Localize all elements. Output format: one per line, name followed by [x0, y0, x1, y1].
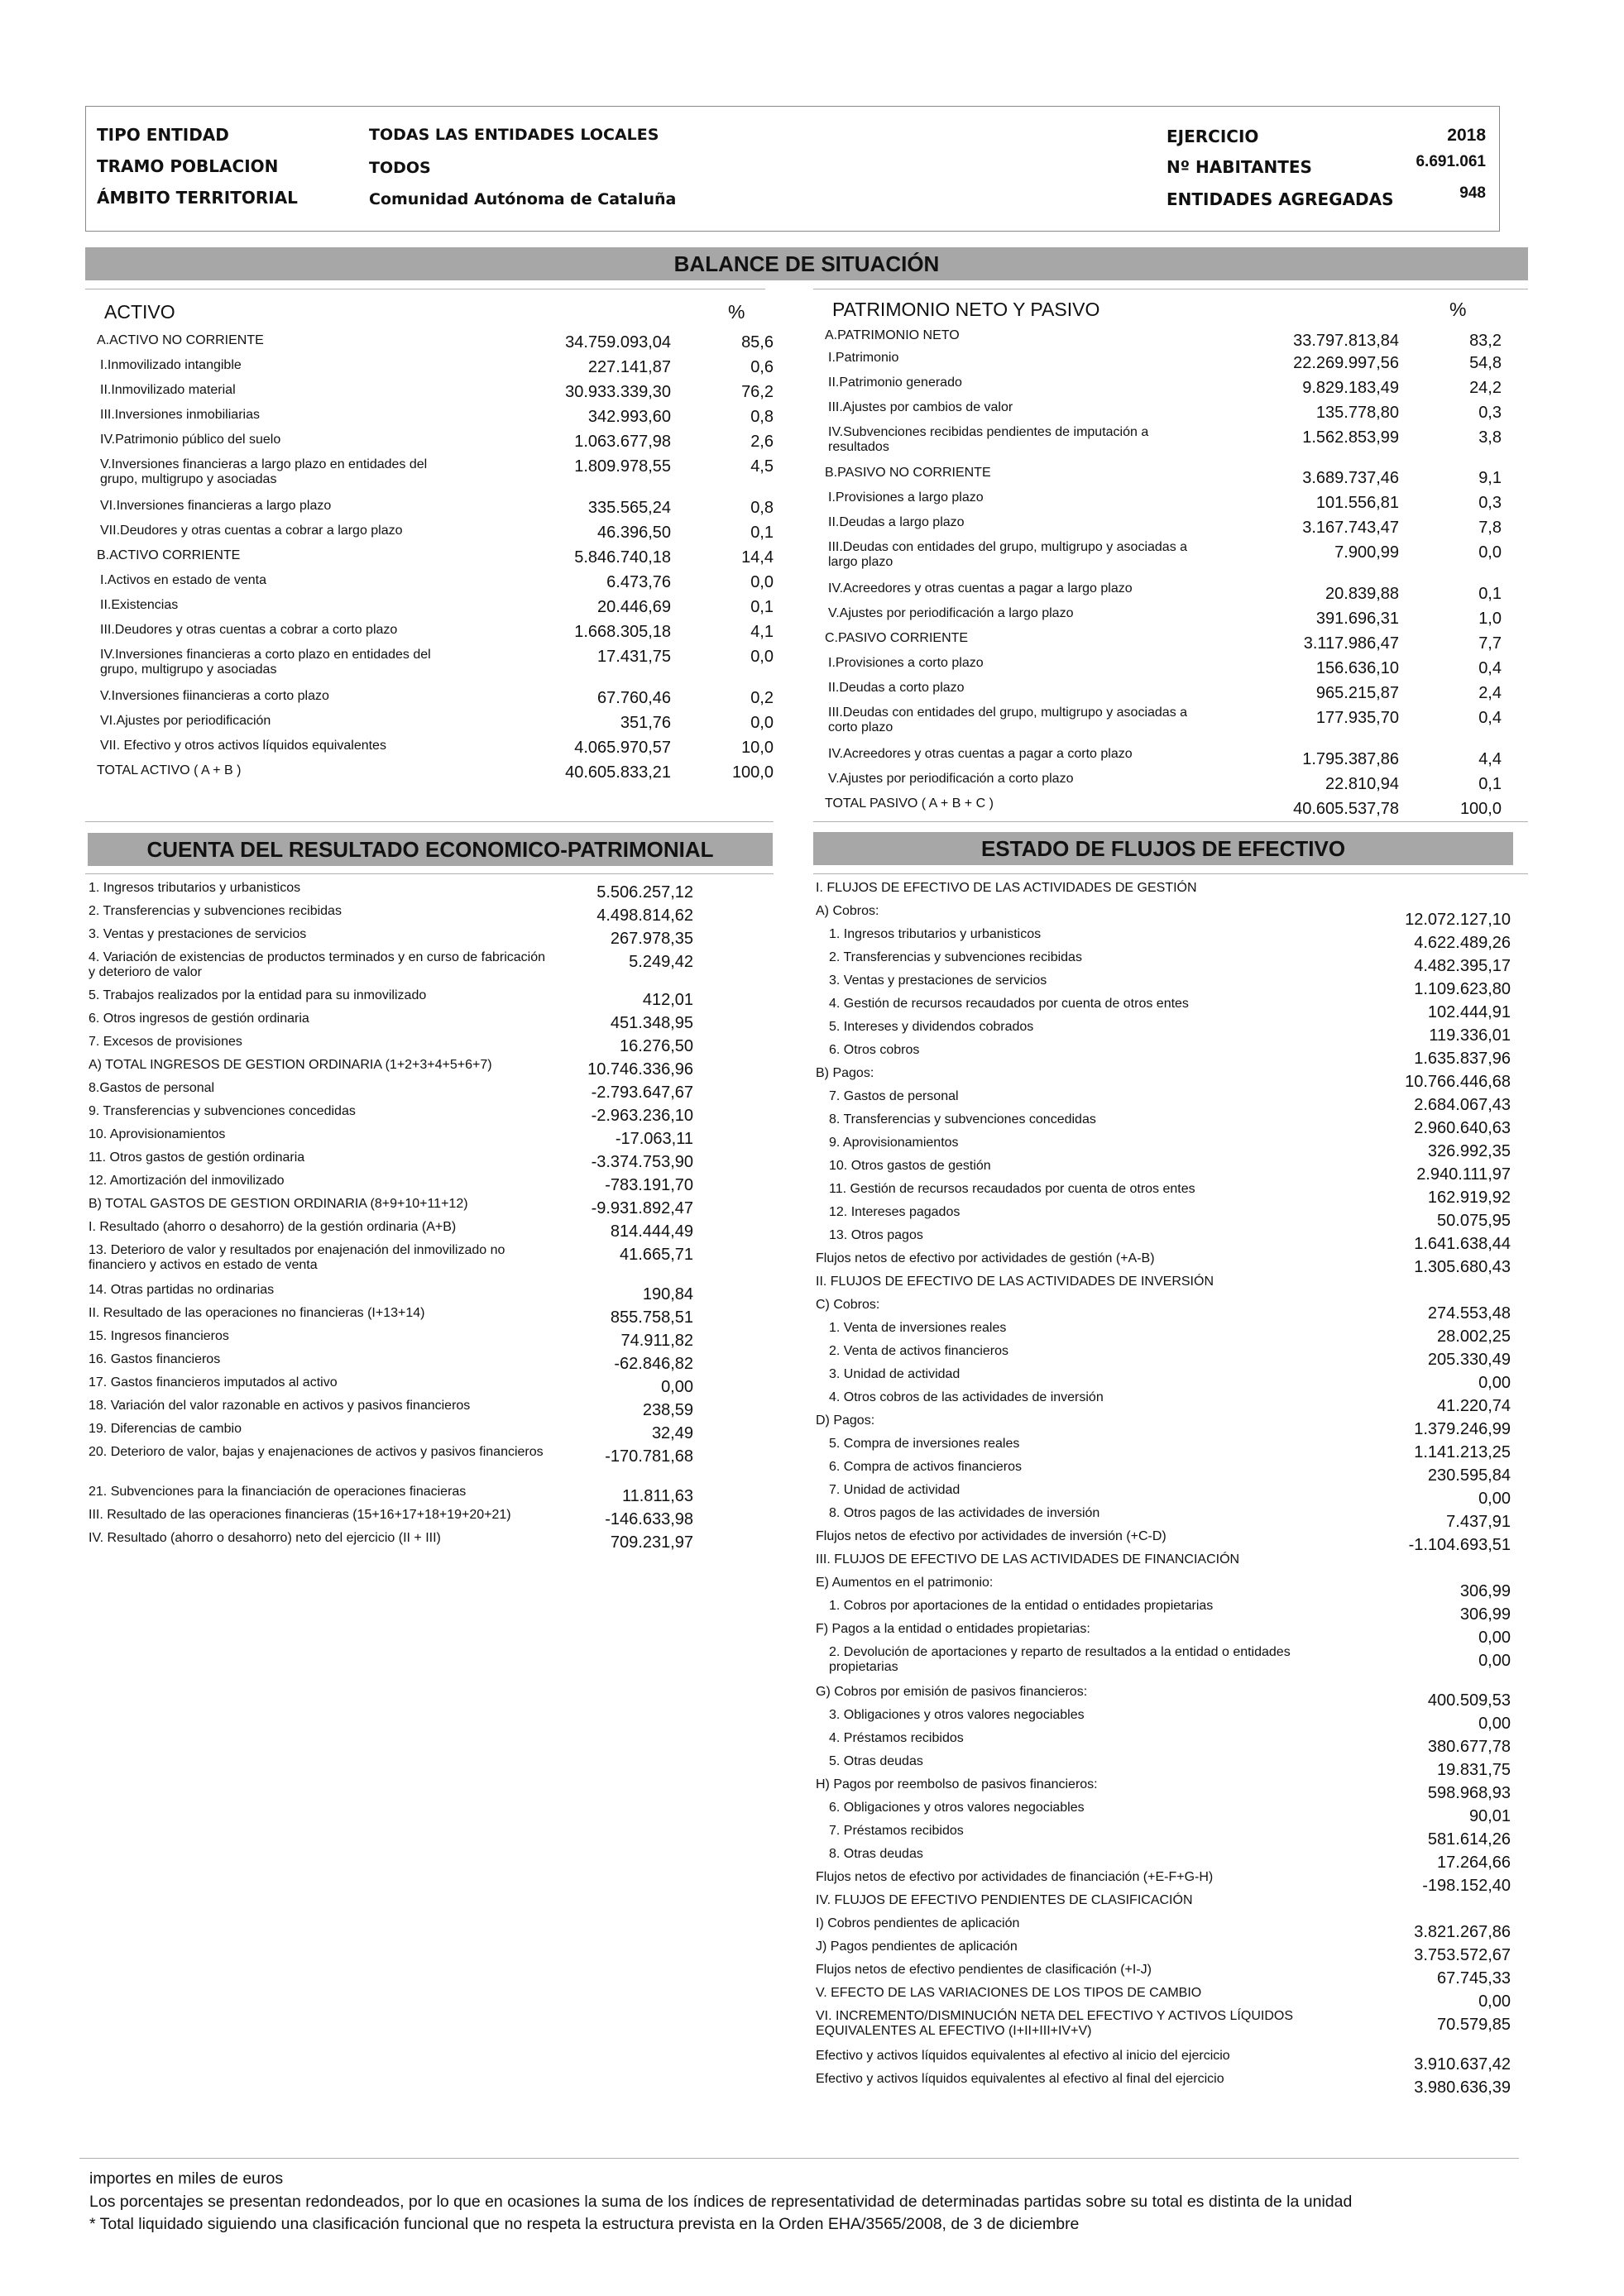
- row-label: I. Resultado (ahorro o desahorro) de la gestión ordinaria (A+B): [89, 1220, 457, 1234]
- row-percentage: 2,4: [1478, 684, 1502, 702]
- row-percentage: 9,1: [1478, 469, 1502, 487]
- row-amount: 2.960.640,63: [1414, 1119, 1511, 1137]
- row-label: V.Inversiones fiinancieras a corto plazo: [100, 689, 329, 703]
- row-label: 8. Otras deudas: [829, 1847, 923, 1861]
- row-amount: 162.919,92: [1427, 1189, 1511, 1207]
- row-amount: 70.579,85: [1437, 2016, 1511, 2034]
- row-amount: 274.553,48: [1427, 1304, 1511, 1323]
- row-label: 16. Gastos financieros: [89, 1352, 221, 1366]
- ejercicio-value: 2018: [1447, 126, 1486, 145]
- row-label: Flujos netos de efectivo pendientes de clasificación (+I-J): [816, 1963, 1152, 1977]
- row-amount: 4.482.395,17: [1414, 957, 1511, 975]
- row-amount: 28.002,25: [1437, 1327, 1511, 1346]
- row-label: I. FLUJOS DE EFECTIVO DE LAS ACTIVIDADES DE GESTIÓN: [816, 881, 1197, 895]
- row-amount: 135.778,80: [1315, 404, 1399, 422]
- row-amount: 156.636,10: [1315, 659, 1399, 677]
- row-label: IV.Patrimonio público del suelo: [100, 433, 281, 447]
- tipo-entidad-value: TODAS LAS ENTIDADES LOCALES: [369, 126, 659, 144]
- row-amount: 20.446,69: [597, 598, 671, 616]
- row-amount: 3.167.743,47: [1302, 519, 1399, 537]
- row-label: II.Patrimonio generado: [828, 375, 962, 390]
- row-percentage: 85,6: [741, 333, 774, 352]
- row-label: V.Inversiones financieras a largo plazo en entidades del grupo, multigrupo y asociadas: [100, 457, 428, 486]
- row-label: 18. Variación del valor razonable en activos y pasivos financieros: [89, 1399, 471, 1413]
- resultado-title: CUENTA DEL RESULTADO ECONOMICO-PATRIMONIAL: [88, 833, 773, 866]
- row-label: 4. Préstamos recibidos: [829, 1731, 964, 1745]
- footnotes: [89, 2168, 1352, 2236]
- row-label: 2. Devolución de aportaciones y reparto de resultados a la entidad o entidades propietarias: [829, 1645, 1291, 1674]
- row-amount: 3.753.572,67: [1414, 1946, 1511, 1964]
- row-label: TOTAL PASIVO ( A + B + C ): [825, 796, 994, 811]
- row-label: I.Activos en estado de venta: [100, 573, 267, 587]
- row-label: III.Deudas con entidades del grupo, multigrupo y asociadas a corto plazo: [828, 706, 1188, 734]
- row-label: 7. Préstamos recibidos: [829, 1824, 964, 1838]
- row-label: I.Provisiones a largo plazo: [828, 490, 984, 505]
- row-amount: 1.141.213,25: [1414, 1443, 1511, 1461]
- row-label: II.Deudas a largo plazo: [828, 515, 965, 529]
- row-label: 5. Compra de inversiones reales: [829, 1437, 1020, 1451]
- row-label: 3. Ventas y prestaciones de servicios: [829, 973, 1047, 988]
- row-label: I.Patrimonio: [828, 351, 899, 365]
- row-label: Flujos netos de efectivo por actividades de financiación (+E-F+G-H): [816, 1870, 1214, 1884]
- row-amount: 2.684.067,43: [1414, 1096, 1511, 1114]
- row-amount: 119.336,01: [1429, 1026, 1511, 1045]
- row-amount: 12.072.127,10: [1405, 911, 1511, 929]
- row-label: III.Inversiones inmobiliarias: [100, 408, 260, 422]
- row-label: 3. Obligaciones y otros valores negociables: [829, 1708, 1085, 1722]
- row-amount: 342.993,60: [587, 408, 671, 426]
- row-label: 9. Aprovisionamientos: [829, 1136, 959, 1150]
- row-amount: 306,99: [1459, 1582, 1511, 1600]
- row-amount: -2.793.647,67: [591, 1083, 693, 1102]
- row-amount: 40.605.537,78: [1293, 800, 1399, 818]
- row-amount: 4.622.489,26: [1414, 934, 1511, 952]
- row-label: B) Pagos:: [816, 1066, 874, 1080]
- row-label: Efectivo y activos líquidos equivalentes al efectivo al final del ejercicio: [816, 2072, 1224, 2086]
- row-percentage: 7,8: [1478, 519, 1502, 537]
- row-label: IV. FLUJOS DE EFECTIVO PENDIENTES DE CLASIFICACIÓN: [816, 1893, 1193, 1907]
- row-label: III.Deudores y otras cuentas a cobrar a corto plazo: [100, 623, 398, 637]
- row-amount: 101.556,81: [1315, 494, 1399, 512]
- row-percentage: 7,7: [1478, 634, 1502, 653]
- row-label: VI. INCREMENTO/DISMINUCIÓN NETA DEL EFECTIVO Y ACTIVOS LÍQUIDOS EQUIVALENTES AL EFECTIVO (I+II+III+IV+V): [816, 2009, 1293, 2038]
- row-label: 6. Otros ingresos de gestión ordinaria: [89, 1012, 309, 1026]
- row-amount: 16.276,50: [620, 1037, 693, 1055]
- row-label: I.Inmovilizado intangible: [100, 358, 242, 372]
- row-label: F) Pagos a la entidad o entidades propietarias:: [816, 1622, 1090, 1636]
- row-percentage: 24,2: [1469, 379, 1502, 397]
- row-amount: 6.473,76: [606, 573, 671, 591]
- row-percentage: 0,1: [1478, 585, 1502, 603]
- row-amount: 227.141,87: [587, 358, 671, 376]
- row-amount: 581.614,26: [1427, 1830, 1511, 1849]
- tramo-value: TODOS: [369, 159, 431, 177]
- row-percentage: 83,2: [1469, 332, 1502, 350]
- row-label: TOTAL ACTIVO ( A + B ): [97, 763, 242, 777]
- row-amount: 709.231,97: [610, 1533, 693, 1552]
- row-label: C) Cobros:: [816, 1298, 880, 1312]
- row-label: VI.Ajustes por periodificación: [100, 714, 271, 728]
- row-amount: 10.766.446,68: [1405, 1073, 1511, 1091]
- row-label: I.Provisiones a corto plazo: [828, 656, 984, 670]
- row-label: G) Cobros por emisión de pasivos financieros:: [816, 1685, 1088, 1699]
- row-label: 9. Transferencias y subvenciones concedidas: [89, 1104, 356, 1118]
- row-amount: 0,00: [1478, 1652, 1511, 1670]
- row-label: B) TOTAL GASTOS DE GESTION ORDINARIA (8+9+10+11+12): [89, 1197, 468, 1211]
- row-amount: 50.075,95: [1437, 1212, 1511, 1230]
- row-amount: 10.746.336,96: [587, 1060, 693, 1079]
- row-amount: 1.641.638,44: [1414, 1235, 1511, 1253]
- row-amount: 3.821.267,86: [1414, 1923, 1511, 1941]
- row-label: Flujos netos de efectivo por actividades de inversión (+C-D): [816, 1529, 1167, 1543]
- row-label: IV.Inversiones financieras a corto plazo en entidades del grupo, multigrupo y asociadas: [100, 648, 431, 677]
- row-label: III. Resultado de las operaciones financieras (15+16+17+18+19+20+21): [89, 1508, 511, 1522]
- row-amount: 17.264,66: [1437, 1854, 1511, 1872]
- resultado-table: [85, 881, 697, 1559]
- row-label: II.Inmovilizado material: [100, 383, 236, 397]
- row-percentage: 100,0: [731, 763, 774, 782]
- row-amount: 0,00: [1478, 1374, 1511, 1392]
- row-amount: 5.506.257,12: [596, 883, 693, 902]
- row-amount: 412,01: [642, 991, 693, 1009]
- row-label: 8.Gastos de personal: [89, 1081, 215, 1095]
- pasivo-heading: PATRIMONIO NETO Y PASIVO: [832, 299, 1100, 320]
- row-label: 21. Subvenciones para la financiación de operaciones finacieras: [89, 1485, 467, 1499]
- row-label: VII.Deudores y otras cuentas a cobrar a largo plazo: [100, 524, 403, 538]
- note-units: importes en miles de euros: [89, 2169, 284, 2188]
- row-percentage: 0,0: [750, 714, 774, 732]
- row-label: II. FLUJOS DE EFECTIVO DE LAS ACTIVIDADES DE INVERSIÓN: [816, 1275, 1214, 1289]
- row-label: VII. Efectivo y otros activos líquidos equivalentes: [100, 739, 386, 753]
- row-amount: 0,00: [1478, 1490, 1511, 1508]
- row-amount: 1.668.305,18: [574, 623, 671, 641]
- row-label: Efectivo y activos líquidos equivalentes al efectivo al inicio del ejercicio: [816, 2049, 1230, 2063]
- row-amount: 22.810,94: [1325, 775, 1399, 793]
- row-amount: 67.745,33: [1437, 1969, 1511, 1987]
- row-label: 12. Amortización del inmovilizado: [89, 1174, 285, 1188]
- row-percentage: 0,1: [1478, 775, 1502, 793]
- row-percentage: 54,8: [1469, 354, 1502, 372]
- ejercicio-label: EJERCICIO: [1167, 127, 1259, 146]
- row-label: E) Aumentos en el patrimonio:: [816, 1576, 994, 1590]
- row-amount: 41.220,74: [1437, 1397, 1511, 1415]
- row-amount: -146.633,98: [605, 1510, 693, 1528]
- row-percentage: 0,0: [750, 648, 774, 666]
- row-amount: 1.795.387,86: [1302, 750, 1399, 768]
- row-amount: 190,84: [642, 1285, 693, 1303]
- row-amount: -2.963.236,10: [591, 1107, 693, 1125]
- row-label: 14. Otras partidas no ordinarias: [89, 1283, 275, 1297]
- row-label: A) Cobros:: [816, 904, 879, 918]
- row-label: 1. Cobros por aportaciones de la entidad o entidades propietarias: [829, 1599, 1214, 1613]
- row-amount: 0,00: [661, 1378, 693, 1396]
- row-label: 2. Transferencias y subvenciones recibidas: [89, 904, 342, 918]
- row-amount: 1.063.677,98: [574, 433, 671, 451]
- row-label: D) Pagos:: [816, 1413, 875, 1428]
- row-label: B.PASIVO NO CORRIENTE: [825, 466, 991, 480]
- note-functional: * Total liquidado siguiendo una clasificación funcional que no respeta la estructura prevista en la Orden EHA/3565/2008, de 3 de diciembre: [89, 2215, 1080, 2233]
- row-percentage: 0,6: [750, 358, 774, 376]
- row-label: 4. Otros cobros de las actividades de inversión: [829, 1390, 1104, 1404]
- row-amount: 3.910.637,42: [1414, 2055, 1511, 2074]
- row-amount: 7.900,99: [1334, 543, 1399, 562]
- row-amount: 1.109.623,80: [1414, 980, 1511, 998]
- row-amount: 3.980.636,39: [1414, 2078, 1511, 2097]
- agregadas-label: ENTIDADES AGREGADAS: [1167, 189, 1394, 209]
- row-label: 5. Otras deudas: [829, 1754, 923, 1768]
- flujos-title: ESTADO DE FLUJOS DE EFECTIVO: [813, 832, 1513, 865]
- row-percentage: 0,0: [750, 573, 774, 591]
- row-percentage: 4,5: [750, 457, 774, 476]
- row-amount: 306,99: [1459, 1605, 1511, 1624]
- flujos-table: [813, 881, 1512, 2113]
- row-amount: -62.846,82: [614, 1355, 693, 1373]
- row-amount: 380.677,78: [1427, 1738, 1511, 1756]
- row-amount: 1.809.978,55: [574, 457, 671, 476]
- pasivo-table: [813, 328, 1504, 816]
- row-amount: 67.760,46: [597, 689, 671, 707]
- row-label: 12. Intereses pagados: [829, 1205, 961, 1219]
- row-percentage: 76,2: [741, 383, 774, 401]
- row-label: V.Ajustes por periodificación a largo plazo: [828, 606, 1074, 620]
- row-amount: 230.595,84: [1427, 1466, 1511, 1485]
- row-label: 2. Venta de activos financieros: [829, 1344, 1009, 1358]
- row-label: III. FLUJOS DE EFECTIVO DE LAS ACTIVIDADES DE FINANCIACIÓN: [816, 1552, 1240, 1567]
- row-amount: 33.797.813,84: [1293, 332, 1399, 350]
- row-amount: -170.781,68: [605, 1447, 693, 1466]
- activo-pct-heading: %: [728, 301, 745, 323]
- row-amount: 0,00: [1478, 1629, 1511, 1647]
- row-percentage: 0,8: [750, 408, 774, 426]
- row-percentage: 0,4: [1478, 659, 1502, 677]
- row-label: 11. Gestión de recursos recaudados por cuenta de otros entes: [829, 1182, 1195, 1196]
- tramo-label: TRAMO POBLACION: [97, 156, 279, 176]
- row-amount: 90,01: [1468, 1807, 1511, 1825]
- row-amount: -198.152,40: [1422, 1877, 1511, 1895]
- row-amount: 451.348,95: [610, 1014, 693, 1032]
- row-label: 8. Otros pagos de las actividades de inversión: [829, 1506, 1100, 1520]
- row-amount: 30.933.339,30: [565, 383, 671, 401]
- row-amount: -17.063,11: [615, 1130, 693, 1148]
- row-percentage: 4,1: [750, 623, 774, 641]
- row-amount: -9.931.892,47: [591, 1199, 693, 1217]
- row-percentage: 14,4: [741, 548, 774, 567]
- row-percentage: 0,8: [750, 499, 774, 517]
- row-label: II.Existencias: [100, 598, 179, 612]
- row-label: A) TOTAL INGRESOS DE GESTION ORDINARIA (1+2+3+4+5+6+7): [89, 1058, 492, 1072]
- row-label: IV.Acreedores y otras cuentas a pagar a corto plazo: [828, 747, 1133, 761]
- agregadas-value: 948: [1459, 184, 1486, 202]
- row-label: 6. Otros cobros: [829, 1043, 920, 1057]
- row-amount: 41.665,71: [620, 1246, 693, 1264]
- row-amount: 238,59: [642, 1401, 693, 1419]
- row-amount: 1.379.246,99: [1414, 1420, 1511, 1438]
- row-label: IV. Resultado (ahorro o desahorro) neto del ejercicio (II + III): [89, 1531, 441, 1545]
- ambito-label: ÁMBITO TERRITORIAL: [97, 188, 298, 208]
- row-percentage: 0,3: [1478, 494, 1502, 512]
- row-label: A.ACTIVO NO CORRIENTE: [97, 333, 264, 347]
- row-amount: 391.696,31: [1315, 610, 1399, 628]
- row-amount: 3.689.737,46: [1302, 469, 1399, 487]
- row-percentage: 3,8: [1478, 428, 1502, 447]
- activo-table: [85, 333, 776, 796]
- row-amount: 102.444,91: [1427, 1003, 1511, 1021]
- row-amount: 177.935,70: [1315, 709, 1399, 727]
- row-label: VI.Inversiones financieras a largo plazo: [100, 499, 332, 513]
- row-amount: 40.605.833,21: [565, 763, 671, 782]
- divider: [813, 873, 1528, 874]
- row-amount: 32,49: [651, 1424, 693, 1442]
- row-percentage: 0,2: [750, 689, 774, 707]
- row-label: 7. Excesos de provisiones: [89, 1035, 242, 1049]
- row-amount: 1.562.853,99: [1302, 428, 1399, 447]
- row-amount: 46.396,50: [597, 524, 671, 542]
- row-label: V.Ajustes por periodificación a corto plazo: [828, 772, 1074, 786]
- pasivo-pct-heading: %: [1449, 299, 1467, 320]
- row-label: II. Resultado de las operaciones no financieras (I+13+14): [89, 1306, 425, 1320]
- tipo-entidad-label: TIPO ENTIDAD: [97, 125, 229, 145]
- row-label: III.Ajustes por cambios de valor: [828, 400, 1013, 414]
- row-label: 5. Intereses y dividendos cobrados: [829, 1020, 1034, 1034]
- row-label: III.Deudas con entidades del grupo, multigrupo y asociadas a largo plazo: [828, 540, 1188, 569]
- row-label: H) Pagos por reembolso de pasivos financieros:: [816, 1777, 1098, 1791]
- row-amount: 11.811,63: [621, 1487, 693, 1505]
- row-label: 8. Transferencias y subvenciones concedidas: [829, 1112, 1096, 1126]
- row-amount: 1.305.680,43: [1414, 1258, 1511, 1276]
- row-label: 3. Ventas y prestaciones de servicios: [89, 927, 307, 941]
- row-amount: 2.940.111,97: [1416, 1165, 1511, 1184]
- divider: [85, 873, 774, 874]
- row-percentage: 1,0: [1478, 610, 1502, 628]
- row-amount: 5.846.740,18: [574, 548, 671, 567]
- row-amount: 9.829.183,49: [1302, 379, 1399, 397]
- row-amount: 7.437,91: [1446, 1513, 1511, 1531]
- row-label: 6. Compra de activos financieros: [829, 1460, 1022, 1474]
- activo-heading: ACTIVO: [104, 301, 175, 323]
- balance-title: BALANCE DE SITUACIÓN: [85, 247, 1528, 280]
- row-label: J) Pagos pendientes de aplicación: [816, 1940, 1018, 1954]
- row-label: 11. Otros gastos de gestión ordinaria: [89, 1150, 305, 1165]
- row-amount: 335.565,24: [587, 499, 671, 517]
- row-amount: -1.104.693,51: [1408, 1536, 1511, 1554]
- row-amount: 0,00: [1478, 1715, 1511, 1733]
- row-label: 15. Ingresos financieros: [89, 1329, 229, 1343]
- row-label: 17. Gastos financieros imputados al activo: [89, 1375, 338, 1390]
- habitantes-label: Nº HABITANTES: [1167, 157, 1312, 177]
- row-label: IV.Subvenciones recibidas pendientes de imputación a resultados: [828, 425, 1149, 454]
- row-label: IV.Acreedores y otras cuentas a pagar a largo plazo: [828, 581, 1133, 596]
- row-amount: 74.911,82: [620, 1332, 693, 1350]
- row-amount: 1.635.837,96: [1414, 1050, 1511, 1068]
- row-label: 4. Gestión de recursos recaudados por cuenta de otros entes: [829, 997, 1189, 1011]
- row-label: Flujos netos de efectivo por actividades de gestión (+A-B): [816, 1251, 1155, 1265]
- divider: [813, 821, 1528, 822]
- ambito-value: Comunidad Autónoma de Cataluña: [369, 190, 677, 208]
- row-label: II.Deudas a corto plazo: [828, 681, 965, 695]
- row-amount: 34.759.093,04: [565, 333, 671, 352]
- row-label: 1. Ingresos tributarios y urbanisticos: [89, 881, 301, 895]
- row-amount: 400.509,53: [1427, 1691, 1511, 1710]
- row-label: A.PATRIMONIO NETO: [825, 328, 960, 342]
- row-label: 19. Diferencias de cambio: [89, 1422, 242, 1436]
- row-label: 7. Gastos de personal: [829, 1089, 959, 1103]
- divider: [79, 2158, 1519, 2159]
- row-label: 1. Ingresos tributarios y urbanisticos: [829, 927, 1042, 941]
- row-percentage: 0,4: [1478, 709, 1502, 727]
- row-percentage: 100,0: [1459, 800, 1502, 818]
- row-amount: 19.831,75: [1437, 1761, 1511, 1779]
- row-amount: 598.968,93: [1427, 1784, 1511, 1802]
- row-percentage: 0,3: [1478, 404, 1502, 422]
- row-amount: 965.215,87: [1315, 684, 1399, 702]
- row-amount: 20.839,88: [1325, 585, 1399, 603]
- habitantes-value: 6.691.061: [1416, 153, 1486, 170]
- row-amount: 5.249,42: [629, 953, 693, 971]
- row-label: 10. Otros gastos de gestión: [829, 1159, 991, 1173]
- row-label: 20. Deterioro de valor, bajas y enajenaciones de activos y pasivos financieros: [89, 1445, 544, 1459]
- row-label: 13. Otros pagos: [829, 1228, 923, 1242]
- row-label: 5. Trabajos realizados por la entidad para su inmovilizado: [89, 988, 427, 1002]
- row-amount: 326.992,35: [1427, 1142, 1511, 1160]
- row-label: 2. Transferencias y subvenciones recibidas: [829, 950, 1082, 964]
- row-amount: -3.374.753,90: [591, 1153, 693, 1171]
- row-label: 7. Unidad de actividad: [829, 1483, 961, 1497]
- row-label: 1. Venta de inversiones reales: [829, 1321, 1007, 1335]
- note-rounding: Los porcentajes se presentan redondeados, por lo que en ocasiones la suma de los índices de representatividad de determinadas partidas sobre su total es distinta de la unidad: [89, 2192, 1353, 2211]
- row-percentage: 2,6: [750, 433, 774, 451]
- row-amount: 22.269.997,56: [1293, 354, 1399, 372]
- row-label: 3. Unidad de actividad: [829, 1367, 961, 1381]
- row-percentage: 0,1: [750, 598, 774, 616]
- row-amount: -783.191,70: [605, 1176, 693, 1194]
- row-percentage: 0,1: [750, 524, 774, 542]
- row-amount: 4.498.814,62: [596, 906, 693, 925]
- row-amount: 814.444,49: [610, 1222, 693, 1241]
- row-amount: 3.117.986,47: [1303, 634, 1399, 653]
- row-amount: 351,76: [620, 714, 671, 732]
- row-percentage: 0,0: [1478, 543, 1502, 562]
- row-amount: 267.978,35: [610, 930, 693, 948]
- row-amount: 4.065.970,57: [574, 739, 671, 757]
- row-amount: 855.758,51: [610, 1308, 693, 1327]
- row-percentage: 4,4: [1478, 750, 1502, 768]
- divider: [85, 821, 774, 822]
- row-label: V. EFECTO DE LAS VARIACIONES DE LOS TIPOS DE CAMBIO: [816, 1986, 1202, 2000]
- row-label: 6. Obligaciones y otros valores negociables: [829, 1801, 1085, 1815]
- row-amount: 17.431,75: [597, 648, 671, 666]
- row-label: C.PASIVO CORRIENTE: [825, 631, 969, 645]
- row-label: B.ACTIVO CORRIENTE: [97, 548, 241, 562]
- row-amount: 205.330,49: [1427, 1351, 1511, 1369]
- row-label: 13. Deterioro de valor y resultados por enajenación del inmovilizado no financiero y activos en estado de venta: [89, 1243, 505, 1272]
- row-label: 10. Aprovisionamientos: [89, 1127, 226, 1141]
- row-amount: 0,00: [1478, 1992, 1511, 2011]
- row-label: I) Cobros pendientes de aplicación: [816, 1916, 1020, 1930]
- row-percentage: 10,0: [741, 739, 774, 757]
- row-label: 4. Variación de existencias de productos terminados y en curso de fabricación y deterioro de valor: [89, 950, 546, 979]
